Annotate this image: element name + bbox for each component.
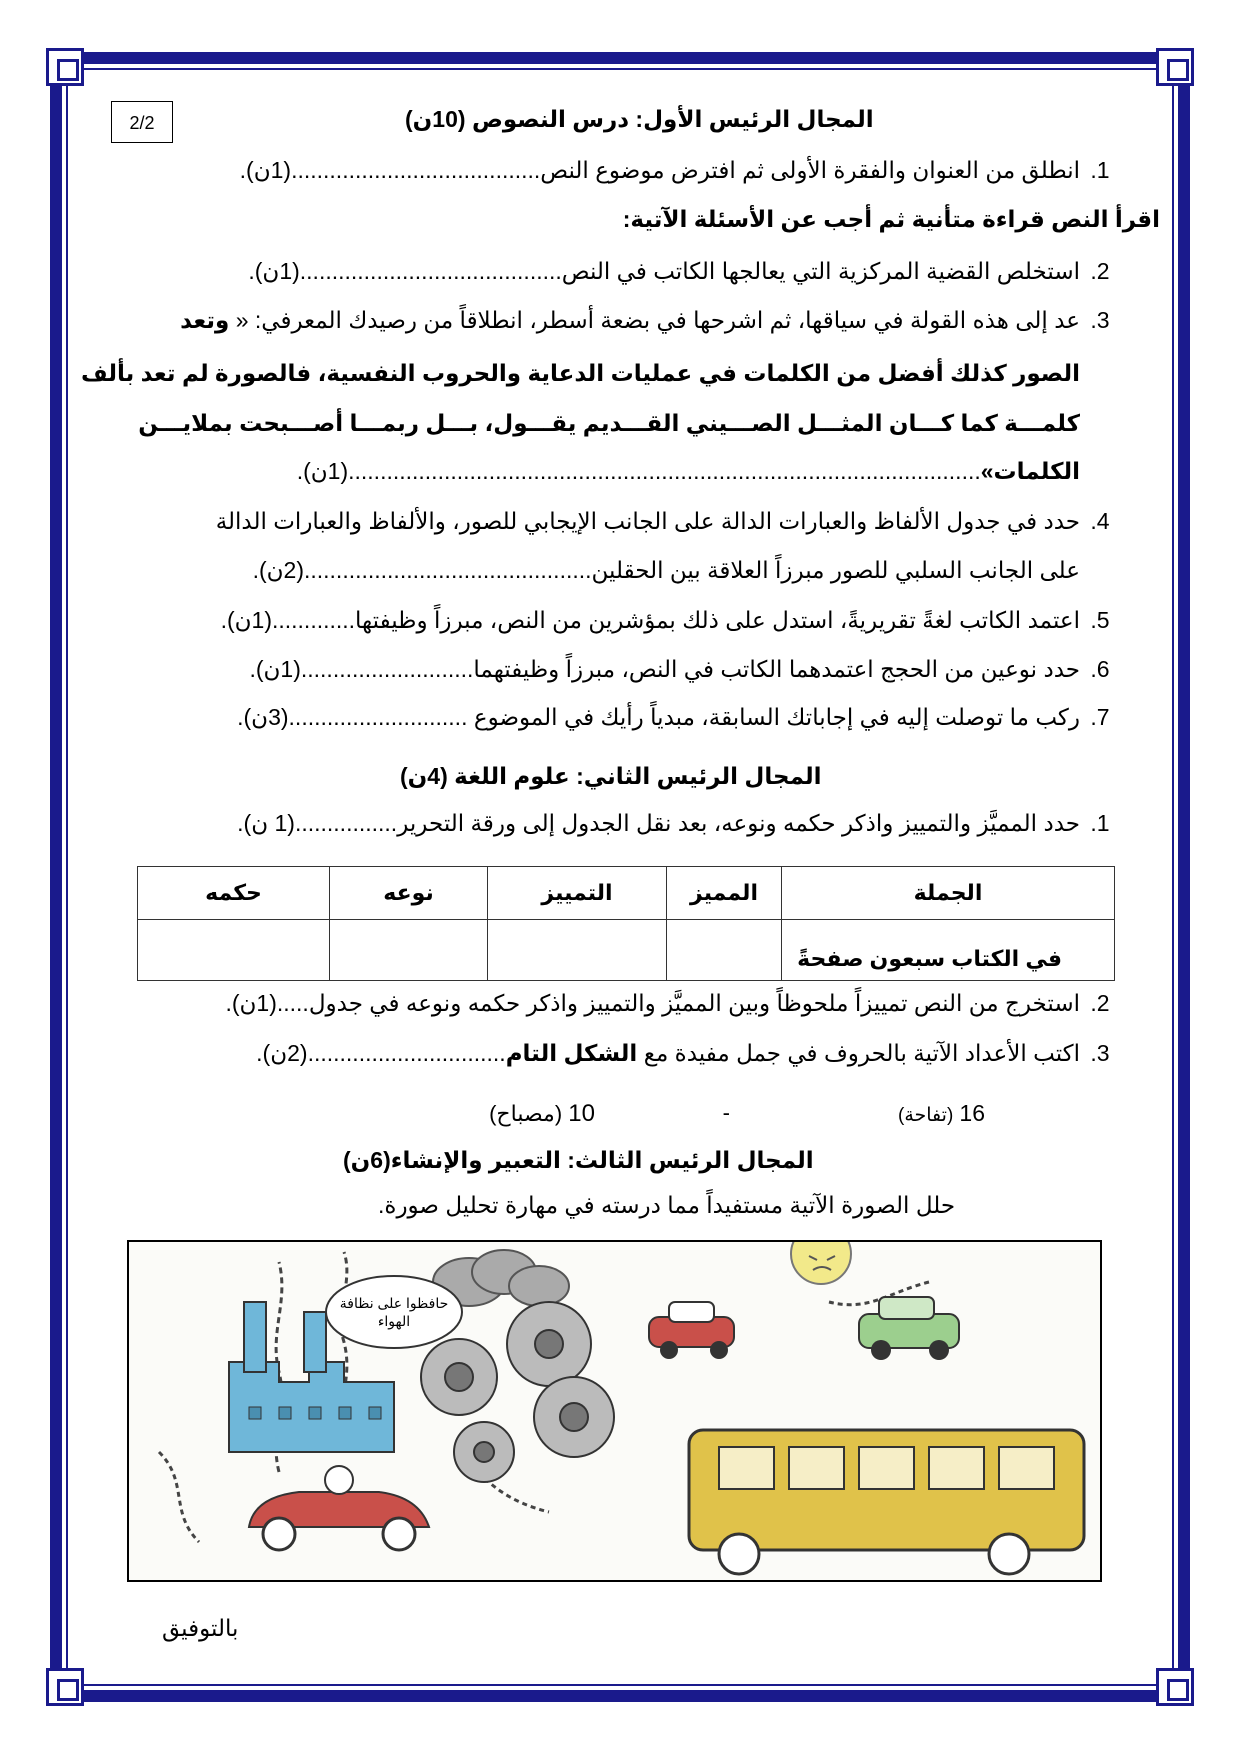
question-1-5 xyxy=(130,607,1120,634)
question-1-6 xyxy=(130,656,1120,683)
table-cell xyxy=(667,920,782,981)
pollution-drawing-svg xyxy=(129,1242,1100,1580)
number-word: (مصباح) xyxy=(489,1101,563,1126)
closing-text: بالتوفيق xyxy=(162,1615,239,1641)
question-number: 1. xyxy=(1090,157,1110,183)
numbers-row xyxy=(480,1100,1000,1130)
table-row xyxy=(138,920,1115,981)
section2-heading: المجال الرئيس الثاني: علوم اللغة (4ن) xyxy=(400,763,822,789)
section3-instruction: حلل الصورة الآتية مستفيداً مما درسته في مهارة تحليل صورة. xyxy=(378,1192,956,1218)
number-word: (تفاحة) xyxy=(898,1105,954,1126)
quote-text: الكلمات» xyxy=(980,458,1080,484)
table-cell: في الكتاب سبعون صفحةً xyxy=(782,920,1115,981)
number-value: 10 xyxy=(568,1100,595,1127)
table-cell xyxy=(138,920,330,981)
table-header: حكمه xyxy=(138,867,330,920)
question-text: ركب ما توصلت إليه في إجاباتك السابقة، مبدياً رأيك في الموضوع ............................(3ن). xyxy=(237,704,1080,730)
question-1-7 xyxy=(130,704,1120,731)
section1-heading: المجال الرئيس الأول: درس النصوص (10ن) xyxy=(405,106,874,132)
question-2-3 xyxy=(130,1040,1120,1067)
quote-line-2: الصور كذلك أفضل من الكلمات في عمليات الدعاية والحروب النفسية، فالصورة لم تعد بألف xyxy=(80,360,1080,386)
quote-line-3: كلمـــة كما كـــان المثـــل الصـــيني القـــديم يقـــول، بـــل ربمـــا أصـــبحت بملايـــن xyxy=(138,410,1080,436)
tamyeez-table xyxy=(137,866,1115,981)
corner-ornament-top-left xyxy=(46,48,84,86)
question-text: حدد نوعين من الحجج اعتمدهما الكاتب في النص، مبرزاً وظيفتهما...........................(1ن). xyxy=(249,656,1080,682)
question-number: 2. xyxy=(1090,990,1110,1016)
question-number: 4. xyxy=(1090,508,1110,534)
question-2-1 xyxy=(130,810,1120,837)
table-cell xyxy=(488,920,667,981)
number-b xyxy=(489,1100,595,1128)
question-number: 6. xyxy=(1090,656,1110,682)
question-text: انطلق من العنوان والفقرة الأولى ثم افترض موضوع النص.......................................(1ن). xyxy=(239,157,1080,183)
question-text: حدد في جدول الألفاظ والعبارات الدالة على الجانب الإيجابي للصور، والألفاظ والعبارات الدالة xyxy=(215,508,1080,534)
question-1-3 xyxy=(130,307,1120,334)
question-text: استخرج من النص تمييزاً ملحوظاً وبين المميَّز والتمييز واذكر حكمه ونوعه في جدول.....(1ن). xyxy=(225,990,1080,1016)
page-number-box: 2/2 xyxy=(111,101,173,143)
question-text: ...................................................................................................(1ن). xyxy=(296,458,981,484)
question-number: 3. xyxy=(1090,1040,1110,1066)
reading-instruction: اقرأ النص قراءة متأنية ثم أجب عن الأسئلة الآتية: xyxy=(622,206,1160,232)
question-2-2 xyxy=(130,990,1120,1017)
question-text: استخلص القضية المركزية التي يعالجها الكاتب في النص.........................................(1ن). xyxy=(248,258,1080,284)
question-text: اعتمد الكاتب لغةً تقريريةً، استدل على ذلك بمؤشرين من النص، مبرزاً وظيفتها.............(1ن). xyxy=(220,607,1080,633)
quote-line-4 xyxy=(130,458,1080,485)
question-number: 7. xyxy=(1090,704,1110,730)
pollution-drawing xyxy=(127,1240,1102,1582)
question-number: 3. xyxy=(1090,307,1110,333)
table-cell xyxy=(330,920,488,981)
table-header: نوعه xyxy=(330,867,488,920)
number-separator: - xyxy=(722,1100,730,1125)
question-text: حدد المميَّز والتمييز واذكر حكمه ونوعه، بعد نقل الجدول إلى ورقة التحرير................(1 ن). xyxy=(237,810,1080,836)
question-1-1 xyxy=(130,157,1120,184)
question-number: 2. xyxy=(1090,258,1110,284)
quote-text: وتعد xyxy=(180,307,230,333)
corner-ornament-bottom-right xyxy=(1156,1668,1194,1706)
corner-ornament-bottom-left xyxy=(46,1668,84,1706)
table-header: المميز xyxy=(667,867,782,920)
question-1-2 xyxy=(130,258,1120,285)
number-a xyxy=(898,1100,985,1127)
question-1-4 xyxy=(130,508,1120,535)
question-number: 5. xyxy=(1090,607,1110,633)
number-value: 16 xyxy=(959,1100,985,1126)
question-1-4-cont: على الجانب السلبي للصور مبرزاً العلاقة بين الحقلين.............................................(2ن). xyxy=(252,557,1080,583)
speech-bubble-text: حافظوا على نظافة الهواء xyxy=(339,1295,449,1329)
table-header: التمييز xyxy=(488,867,667,920)
corner-ornament-top-right xyxy=(1156,48,1194,86)
question-number: 1. xyxy=(1090,810,1110,836)
table-header: الجملة xyxy=(782,867,1115,920)
question-text: عد إلى هذه القولة في سياقها، ثم اشرحها في بضعة أسطر، انطلاقاً من رصيدك المعرفي: « xyxy=(235,307,1080,333)
question-text: ...............................(2ن). xyxy=(256,1040,506,1066)
question-text-bold: الشكل التام xyxy=(505,1040,638,1066)
section3-heading: المجال الرئيس الثالث: التعبير والإنشاء(6ن) xyxy=(343,1147,814,1173)
question-text: اكتب الأعداد الآتية بالحروف في جمل مفيدة مع xyxy=(643,1040,1080,1066)
table-header-row xyxy=(138,867,1115,920)
